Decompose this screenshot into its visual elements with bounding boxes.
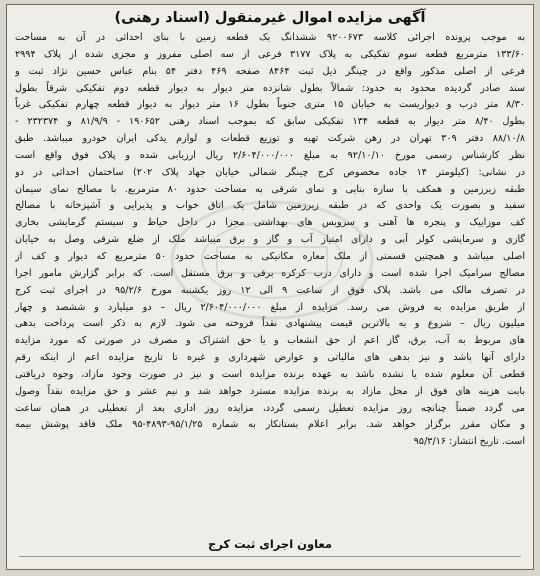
notice-line: اصلی میباشد و همچنین قسمتی از ملک معاره مکانیکی به مساحت حدود ۵۰ مترمربع که دیوار و کف از [15, 250, 525, 262]
notice-line: دارای آنها باشد و نیز بدهی های مالیاتی و عوارض شهرداری و غیره تا تاریخ مزایده اعم از اینکه رقم [15, 352, 525, 364]
notice-line: به موجب پرونده اجرائی کلاسه ۹۲۰۰۶۷۳ ششدانگ یک قطعه زمین با بنای احداثی در آن به مساحت [15, 32, 525, 43]
notice-line: ۸۸/۱۰/۸ دفتر ۳۰۹ تهران در رهن شرکت تهیه و توزیع قطعات و لوازم یدکی ایران خودرو میباشد. طبق [15, 133, 525, 145]
notice-line: گازی و سرمایشی کولر آبی و دارای امتیاز آب و گاز و برق میباشد ملک از ضلع شرقی وصل به خیابان [15, 234, 525, 246]
notice-line: نظر کارشناس رسمی مورخ ۹۲/۱۰/۱۰ به مبلغ ۲/۶۰۴/۰۰۰/۰۰۰ ریال ارزیابی شده و پلاک فوق واقع است [15, 149, 525, 161]
notice-line: سند صادر گردیده محدود به حدود: شمالاً بطول شانزده متر دیوار به دیوار قطعه دوم تفکیکی شرقاً بطول [15, 82, 525, 94]
notice-line: می گردد ضمناً چنانچه روز مزایده تعطیل رسمی گردد، مزایده روز اداری بعد از تعطیلی در همان ساعت [15, 402, 525, 414]
notice-line: قطعی آن معلوم شده یا نشده باشد به عهده برنده مزایده است و نیز در صورت وجود مازاد، وجوه دریافتی [15, 368, 525, 380]
notice-line: و مکان مقرر برگزار خواهد شد. برابر اعلام بستانکار به شماره ۹۵/۱/۲۵-۴۸۹۳-۹۵ ملک فاقد پوشش بیمه [15, 419, 525, 431]
notice-line: در نشانی: (کیلومتر ۱۴ جاده مخصوص کرج چینگر شمالی خیابان جهاد پلاک ۲۰۲) ساختمان احداثی در دو [15, 166, 525, 178]
notice-line: بطول ۸/۴۰ متر دیوار به قطعه ۱۳۴ تفکیکی سابق که بموجب اسناد رهنی ۱۹۰۶۵۲ - ۸۱/۹/۹ و ۲۳۲۳۷۴ - [15, 116, 525, 128]
notice-line: در تصرف مالک می باشد. پلاک فوق از ساعت ۹ الی ۱۲ روز یکشنبه مورخ ۹۵/۲/۶ در اجرای ثبت کرج [15, 284, 525, 296]
notice-line: ۸/۳۰ متر درب و دیواریست به خیابان ۱۵ متری جنوباً بطول ۱۶ متر دیوار به دیوار قطعه چهارم تفکیکی غرباً [15, 99, 525, 111]
notice-line: سفید و بصورت یک واحدی که در طبقه زیرزمین شامل یک اتاق خواب و پذیرایی و آشپزخانه با مصالح [15, 200, 525, 212]
notice-line: طبقه زیرزمین و همکف با سازه بنایی و نمای شرقی به مساحت حدود ۸۰ مترمربع. با مصالح نمای سیمان [15, 183, 525, 195]
notice-line: فرعی از اصلی مذکور واقع در چینگر ذیل ثبت ۸۴۶۴ صفحه ۴۶۹ دفتر ۵۴ بنام عباس حسین نژاد ثبت و [15, 65, 525, 77]
bottom-divider [19, 556, 521, 557]
notice-line: میلیون ریال – شروع و به بالاترین قیمت پیشنهادی نقداً فروخته می شود. لازم به ذکر است پرداخت بدهی [15, 318, 525, 330]
notice-title: آگهی مزایده اموال غیرمنقول (اسناد رهنی) [114, 10, 426, 26]
notice-body [7, 30, 533, 451]
notice-line: مصالح سرامیک اجرا شده است و دارای درب کرکره برقی و برق مستقل است. که برابر گزارش مامور اجرا [15, 267, 525, 279]
notice-line: است. تاریخ انتشار: ۹۵/۳/۱۶ [413, 436, 525, 448]
notice-sheet [6, 4, 534, 570]
signature-line: معاون اجرای ثبت کرج [207, 537, 333, 551]
notice-line: از طریق مزایده به فروش می رسد. مزایده از مبلغ ۲/۶۰۴/۰۰۰/۰۰۰ ریال – دو میلیارد و ششصد و چهار [15, 301, 525, 313]
notice-line: کف موزاییک و پنجره ها آهنی و سرویس های بهداشتی مجزا در داخل حیاط و سیستم گرمایشی بخاری [15, 217, 525, 229]
notice-line: بابت هزینه های فوق از محل مازاد به برنده مزایده مسترد خواهد شد و نیم عشر و حق مزایده نقداً وصول [15, 385, 525, 397]
notice-line: های مربوط به آب، برق، گاز اعم از حق انشعاب و یا حق اشتراک و مصرف در صورتی که مورد مزایده [15, 335, 525, 347]
notice-line: ۱۳۳/۶۰ مترمربع قطعه سوم تفکیکی به پلاک ۳۱۷۷ فرعی از سه اصلی مفروز و مجزی شده از پلاک ۲۹۹۴ [15, 48, 525, 60]
